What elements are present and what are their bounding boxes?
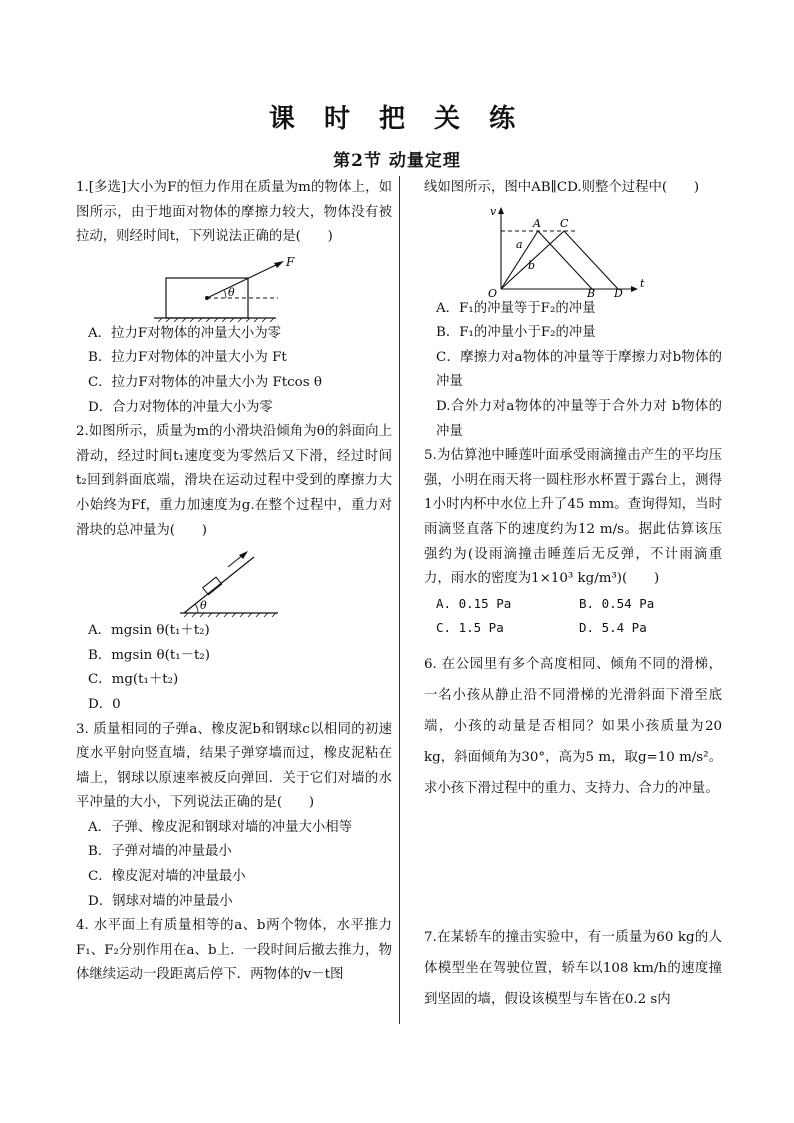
q2-stem: 2.如图所示，质量为m的小滑块沿倾角为θ的斜面向上滑动，经过时间t₁速度变为零然后又下滑，经过时间t₂回到斜面底端，滑块在运动过程中受到的摩擦力大小始终为Ff，重力加速度为g.在整个过程中，重力对滑块的总冲量为( ) xyxy=(76,424,392,538)
q4-option-b: B．F₁的冲量小于F₂的冲量 xyxy=(436,325,596,341)
q4-fig-v: v xyxy=(490,204,497,218)
q3-option-b: B．子弹对墙的冲量最小 xyxy=(88,844,232,860)
q4-option-d: D.合外力对a物体的冲量等于合外力对 b物体的冲量 xyxy=(436,398,722,439)
q4-option-a: A．F₁的冲量等于F₂的冲量 xyxy=(436,300,596,316)
q4-vt-graph xyxy=(424,201,722,297)
q5-option-d: D. 5.4 Pa xyxy=(579,620,647,636)
q1-stem: 1.[多选]大小为F的恒力作用在质量为m的物体上，如图所示，由于地面对物体的摩擦力较大，物体没有被拉动，则经时间t，下列说法正确的是( ) xyxy=(76,180,392,245)
q4-option-c: C．摩擦力对a物体的冲量等于摩擦力对b物体的冲量 xyxy=(436,349,722,390)
q7-stem: 7.在某轿车的撞击实验中，有一质量为60 kg的人体模型坐在驾驶位置，轿车以108 km/h的速度撞到坚固的墙，假设该模型与车皆在0.2 s内 xyxy=(424,929,722,1007)
q5-option-a: A. 0.15 Pa xyxy=(436,595,512,611)
q4-fig-c-point: C xyxy=(560,216,569,230)
q5-stem: 5.为估算池中睡莲叶面承受雨滴撞击产生的平均压强，小明在雨天将一圆柱形水杯置于露台上，测得1小时内杯中水位上升了45 mm。查询得知，当时雨滴竖直落下的速度约为12 m/s。据此估算该压强约为(设雨滴撞击睡莲后无反弹，不计雨滴重力，雨水的密度为1×10³ kg/m³)( ) xyxy=(424,448,722,587)
q4-fig-b-line: b xyxy=(528,258,536,272)
q2-option-d: D．0 xyxy=(88,696,121,712)
q1-option-b: B．拉力F对物体的冲量大小为 Ft xyxy=(88,350,287,366)
q5-options-row-2 xyxy=(424,616,722,641)
q4-fig-o: O xyxy=(488,286,498,297)
q6-stem: 6. 在公园里有多个高度相同、倾角不同的滑梯，一名小孩从静止沿不同滑梯的光滑斜面下滑至底端，小孩的动量是否相同？如果小孩质量为20 kg，斜面倾角为30°，高为5 m，取g=10 m/s²。求小孩下滑过程中的重力、支持力、合力的冲量。 xyxy=(424,656,722,796)
q2-option-b: B．mgsin θ(t₁－t₂) xyxy=(88,647,210,663)
q4-fig-a-line: a xyxy=(516,237,523,251)
q1-fig-f: F xyxy=(286,254,295,269)
q4-fig-b-point: B xyxy=(587,286,596,297)
q1-option-d: D．合力对物体的冲量大小为零 xyxy=(88,399,273,415)
q4-fig-t: t xyxy=(640,276,645,290)
page-title: 课 时 把 关 练 xyxy=(268,104,526,134)
left-column xyxy=(76,176,392,988)
q4-stem-continued: 线如图所示，图中AB∥CD.则整个过程中( ) xyxy=(424,180,700,195)
q5-option-c: C. 1.5 Pa xyxy=(436,620,504,636)
q4-fig-a-point: A xyxy=(533,216,541,230)
q1-option-a: A．拉力F对物体的冲量大小为零 xyxy=(88,325,282,341)
q4-stem: 4. 水平面上有质量相等的a、b两个物体，水平推力F₁、F₂分别作用在a、b上．一段时间后撤去推力，物体继续运动一段距离后停下．两物体的v－t图 xyxy=(76,918,392,983)
q3-option-a: A．子弹、橡皮泥和钢球对墙的冲量大小相等 xyxy=(88,819,353,835)
q5-options-row-1 xyxy=(424,592,722,617)
q3-option-c: C．橡皮泥对墙的冲量最小 xyxy=(88,869,246,885)
q1-figure xyxy=(76,250,392,322)
q2-figure xyxy=(76,543,392,619)
q3-option-d: D．钢球对墙的冲量最小 xyxy=(88,893,233,909)
q1-fig-theta: θ xyxy=(228,285,235,299)
right-column xyxy=(424,176,722,1015)
q2-option-a: A．mgsin θ(t₁＋t₂) xyxy=(88,623,210,639)
section-subtitle: 第2节 动量定理 xyxy=(333,151,461,171)
q4-fig-d-point: D xyxy=(614,286,623,297)
q2-fig-theta: θ xyxy=(200,599,207,613)
q3-stem: 3. 质量相同的子弹a、橡皮泥b和钢球c以相同的初速度水平射向竖直墙，结果子弹穿墙而过，橡皮泥粘在墙上，钢球以原速率被反向弹回．关于它们对墙的水平冲量的大小，下列说法正确的是( ) xyxy=(76,721,392,811)
q5-option-b: B. 0.54 Pa xyxy=(579,595,655,611)
column-divider xyxy=(399,176,400,1024)
q2-option-c: C．mg(t₁＋t₂) xyxy=(88,672,179,688)
q1-option-c: C．拉力F对物体的冲量大小为 Ftcos θ xyxy=(88,374,322,390)
